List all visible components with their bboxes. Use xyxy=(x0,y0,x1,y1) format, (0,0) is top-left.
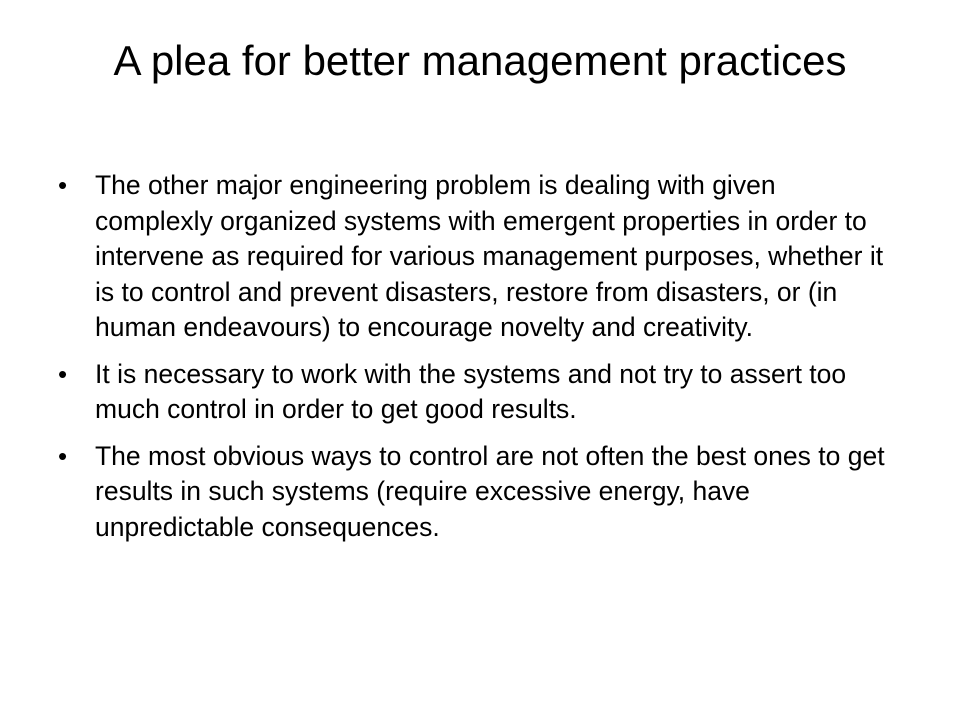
bullet-item xyxy=(58,168,898,346)
bullet-item xyxy=(58,357,898,428)
bullet-item xyxy=(58,439,898,546)
bullet-list xyxy=(58,168,898,556)
bullet-text: It is necessary to work with the systems and not try to assert too much control in order to get good results. xyxy=(95,358,847,424)
bullet-marker: • xyxy=(58,358,68,389)
bullet-text: The other major engineering problem is dealing with given complexly organized systems with emergent properties in order to intervene as required for various management purposes, whether it is to control and prevent disasters, restore from disasters, or (in human endeavours) to encourage novelty and creativity. xyxy=(95,170,884,342)
bullet-marker: • xyxy=(58,170,68,200)
slide-title: A plea for better management practices xyxy=(113,37,847,84)
bullet-text: The most obvious ways to control are not often the best ones to get results in such systems (require excessive energy, have unpredictable consequences. xyxy=(95,440,885,542)
bullet-marker: • xyxy=(58,440,68,471)
